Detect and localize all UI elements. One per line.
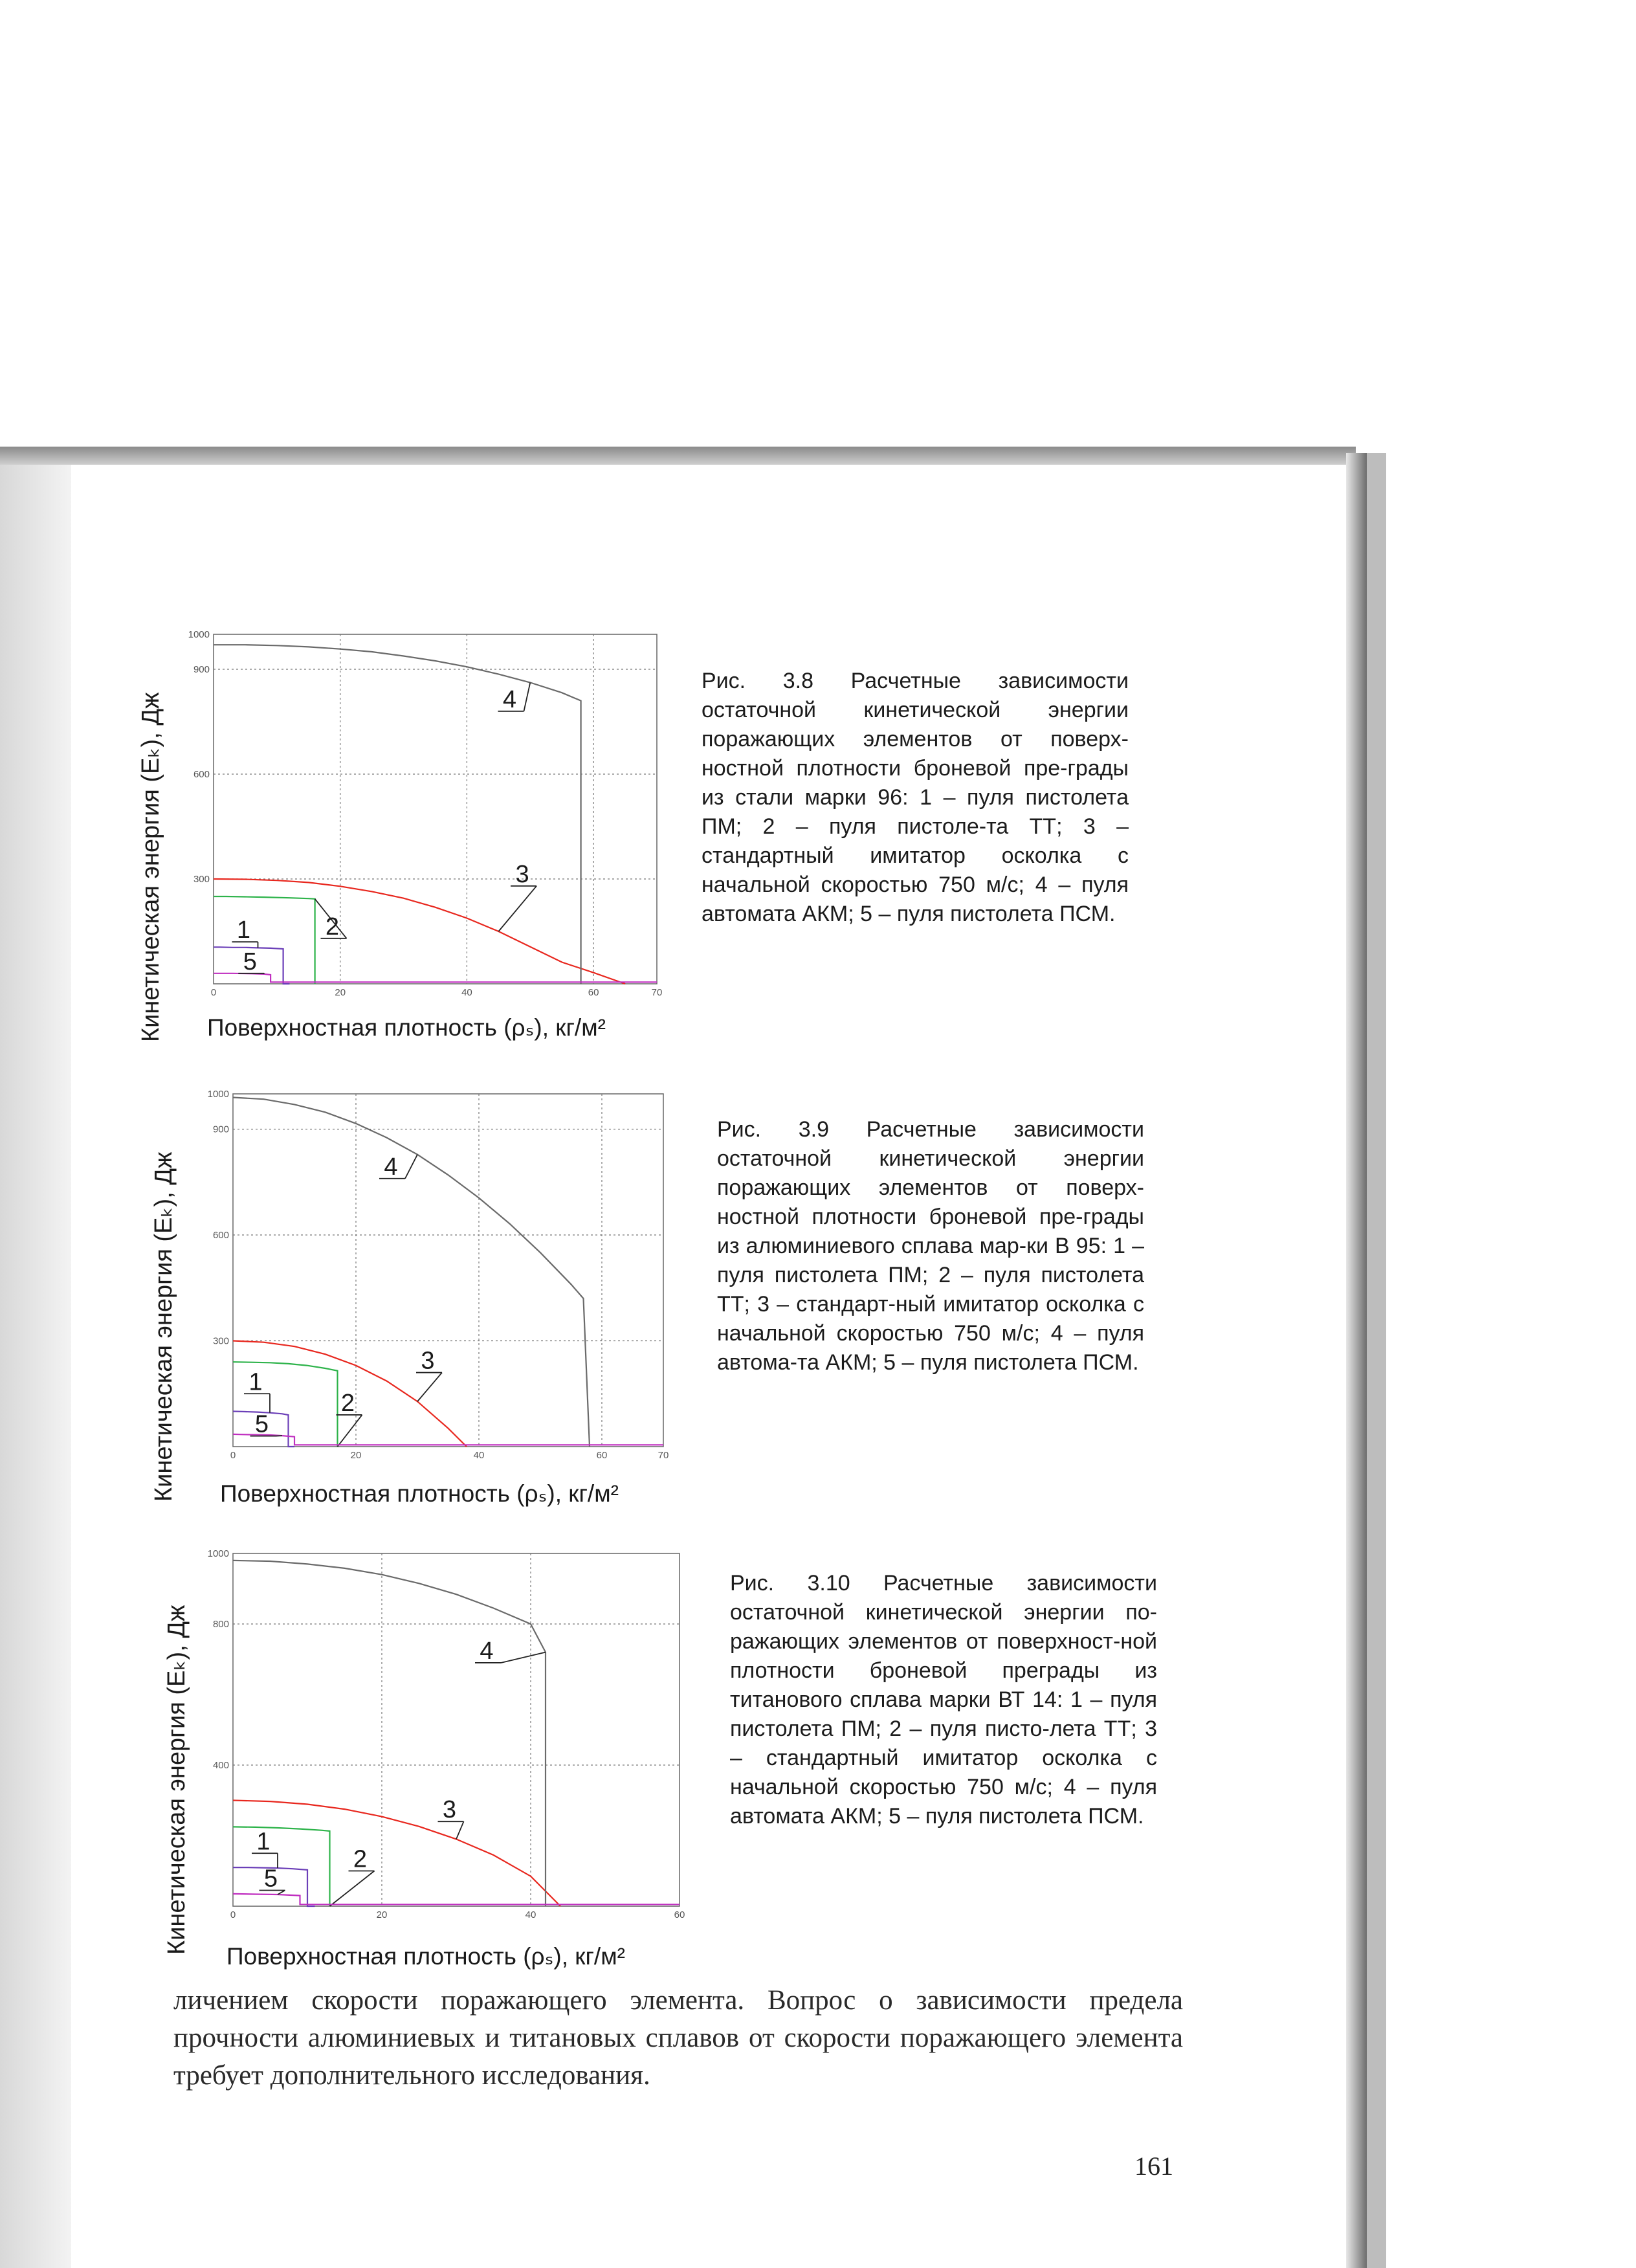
x-tick-label: 0 (230, 1450, 236, 1461)
series-line-5 (233, 1434, 663, 1445)
figure-caption-3-8: Рис. 3.8 Расчетные зависимости остаточной кинетической энергии поражающих элементов от поверх-ностной плотности броневой пре-грады из стали марки 96: 1 – пуля пистолета ПМ; 2 – пуля пистоле-та ТТ; 3 – стандартный имитатор осколка с начальной скоростью 750 м/с; 4 – пуля автомата АКМ; 5 – пуля пистолета ПСМ. (702, 669, 1129, 926)
x-tick-label: 0 (210, 987, 217, 998)
chart-3-8 (129, 621, 699, 1049)
series-label: 2 (340, 1389, 355, 1417)
x-tick-label: 60 (588, 987, 599, 998)
x-tick-label: 40 (461, 987, 472, 998)
x-tick-label: 60 (674, 1909, 685, 1920)
series-leader-line (405, 1155, 417, 1179)
x-tick-label: 0 (230, 1909, 236, 1920)
series-label: 4 (502, 685, 517, 713)
x-tick-label: 70 (651, 987, 663, 998)
series-leader-line (338, 1415, 362, 1447)
y-tick-label: 300 (193, 874, 210, 885)
body-paragraph: личением скорости поражающего элемента. Вопрос о зависимости предела прочности алюминиевых и титановых сплавов от скорости поражающего элемента требует дополнительного исследования. (173, 1985, 1183, 2091)
x-tick-label: 20 (350, 1450, 362, 1461)
y-tick-label: 900 (193, 664, 210, 675)
series-label: 1 (249, 1368, 263, 1396)
series-leader-line (456, 1821, 464, 1839)
series-label: 3 (515, 860, 529, 888)
series-line-5 (214, 973, 657, 983)
x-tick-label: 20 (376, 1909, 388, 1920)
series-leader-line (330, 1871, 375, 1907)
y-tick-label: 1000 (188, 629, 210, 640)
series-label: 1 (256, 1828, 271, 1856)
series-label: 4 (480, 1637, 494, 1665)
series-line-3 (214, 879, 625, 984)
figure-3-10 (155, 1540, 725, 1974)
series-label: 2 (353, 1845, 368, 1873)
page-top-shadow (0, 447, 1356, 465)
series-leader-line (524, 683, 531, 711)
series-line-5 (233, 1894, 680, 1904)
y-axis-label: Кинетическая энергия (Eₖ), Дж (150, 1151, 177, 1502)
series-line-4 (233, 1561, 546, 1906)
series-line-4 (233, 1098, 590, 1447)
series-line-2 (214, 896, 315, 984)
series-leader-line (278, 1890, 285, 1895)
y-tick-label: 400 (212, 1760, 229, 1771)
page-number: 161 (1134, 2151, 1173, 2181)
x-axis-label: Поверхностная плотность (ρₛ), кг/м² (220, 1480, 619, 1507)
series-label: 3 (442, 1796, 457, 1824)
series-label: 5 (254, 1410, 269, 1438)
series-line-4 (214, 645, 581, 984)
book-spine (0, 465, 71, 2268)
figure-caption-3-9: Рис. 3.9 Расчетные зависимости остаточной кинетической энергии поражающих элементов от поверх-ностной плотности броневой пре-грады из алюминиевого сплава мар-ки В 95: 1 – пуля пистолета ПМ; 2 – пуля пистолета ТТ; 3 – стандарт-ный имитатор осколка с начальной скоростью 750 м/с; 4 – пуля автома-та АКМ; 5 – пуля пистолета ПСМ. (717, 1117, 1144, 1375)
x-axis-label: Поверхностная плотность (ρₛ), кг/м² (227, 1943, 625, 1970)
series-label: 4 (384, 1153, 398, 1181)
y-axis-label: Кинетическая энергия (Eₖ), Дж (163, 1605, 190, 1955)
plot-frame (214, 634, 657, 984)
figure-caption-3-10: Рис. 3.10 Расчетные зависимости остаточной кинетической энергии по-ражающих элементов от поверхност-ной плотности броневой преграды из титанового сплава марки ВТ 14: 1 – пуля пистолета ПМ; 2 – пуля писто-лета ТТ; 3 – стандартный имитатор осколка с начальной скоростью 750 м/с; 4 – пуля автомата АКМ; 5 – пуля пистолета ПСМ. (730, 1571, 1157, 1829)
y-axis-label: Кинетическая энергия (Eₖ), Дж (137, 692, 164, 1042)
chart-3-9 (142, 1081, 712, 1508)
series-label: 5 (263, 1865, 278, 1893)
figure-3-9 (142, 1081, 712, 1508)
x-tick-label: 40 (473, 1450, 485, 1461)
series-label: 1 (236, 917, 251, 944)
y-tick-label: 900 (212, 1124, 229, 1135)
y-tick-label: 1000 (207, 1548, 229, 1559)
y-tick-label: 1000 (207, 1089, 229, 1100)
x-tick-label: 20 (335, 987, 346, 998)
figure-3-8 (129, 621, 699, 1049)
book-cover-edge (1367, 453, 1386, 2268)
x-tick-label: 40 (525, 1909, 536, 1920)
series-leader-line (501, 1652, 546, 1663)
y-tick-label: 600 (193, 769, 210, 780)
x-tick-label: 60 (596, 1450, 608, 1461)
x-tick-label: 70 (658, 1450, 669, 1461)
page-right-edge (1346, 453, 1367, 2268)
plot-frame (233, 1094, 663, 1447)
series-label: 3 (421, 1347, 435, 1375)
series-leader-line (498, 886, 536, 931)
plot-frame (233, 1553, 680, 1906)
series-leader-line (417, 1373, 442, 1402)
series-label: 5 (243, 948, 257, 975)
y-tick-label: 800 (212, 1619, 229, 1630)
y-tick-label: 600 (212, 1230, 229, 1241)
x-axis-label: Поверхностная плотность (ρₛ), кг/м² (207, 1014, 606, 1041)
series-label: 2 (325, 913, 340, 940)
y-tick-label: 300 (212, 1335, 229, 1347)
chart-3-10 (155, 1540, 725, 1974)
